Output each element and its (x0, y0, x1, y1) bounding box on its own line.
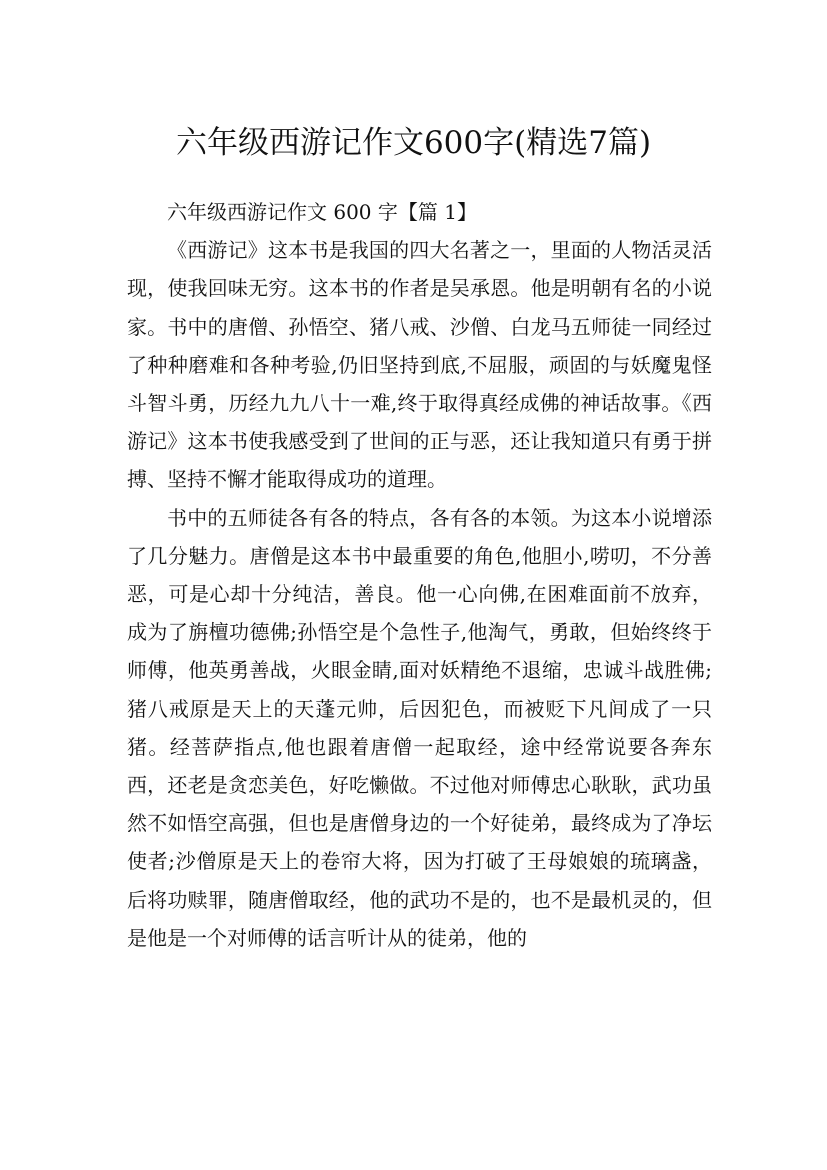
document-body (127, 193, 712, 957)
paragraph-1: 《西游记》这本书是我国的四大名著之一，里面的人物活灵活现，使我回味无穷。这本书的作者是吴承恩。他是明朝有名的小说家。书中的唐僧、孙悟空、猪八戒、沙僧、白龙马五师徒一同经过了种种磨难和各种考验,仍旧坚持到底,不屈服，顽固的与妖魔鬼怪斗智斗勇，历经九九八十一难,终于取得真经成佛的神话故事。《西游记》这本书使我感受到了世间的正与恶，还让我知道只有勇于拼搏、坚持不懈才能取得成功的道理。 (127, 238, 712, 492)
document-title: 六年级西游记作文600字(精选7篇) (175, 124, 652, 161)
section-heading: 六年级西游记作文 600 字【篇 1】 (167, 200, 477, 224)
paragraph-2: 书中的五师徒各有各的特点，各有各的本领。为这本小说增添了几分魅力。唐僧是这本书中最重要的角色,他胆小,唠叨，不分善恶，可是心却十分纯洁，善良。他一心向佛,在困难面前不放弃，成为了旃檀功德佛;孙悟空是个急性子,他淘气，勇敢，但始终终于师傅，他英勇善战，火眼金睛,面对妖精绝不退缩，忠诚斗战胜佛;猪八戒原是天上的天蓬元帅，后因犯色，而被贬下凡间成了一只猪。经菩萨指点,他也跟着唐僧一起取经，途中经常说要各奔东西，还老是贪恋美色，好吃懒做。不过他对师傅忠心耿耿，武功虽然不如悟空高强，但也是唐僧身边的一个好徒弟，最终成为了净坛使者;沙僧原是天上的卷帘大将，因为打破了王母娘娘的琉璃盏，后将功赎罪，随唐僧取经，他的武功不是的，也不是最机灵的，但是他是一个对师傅的话言听计从的徒弟，他的 (127, 505, 712, 950)
